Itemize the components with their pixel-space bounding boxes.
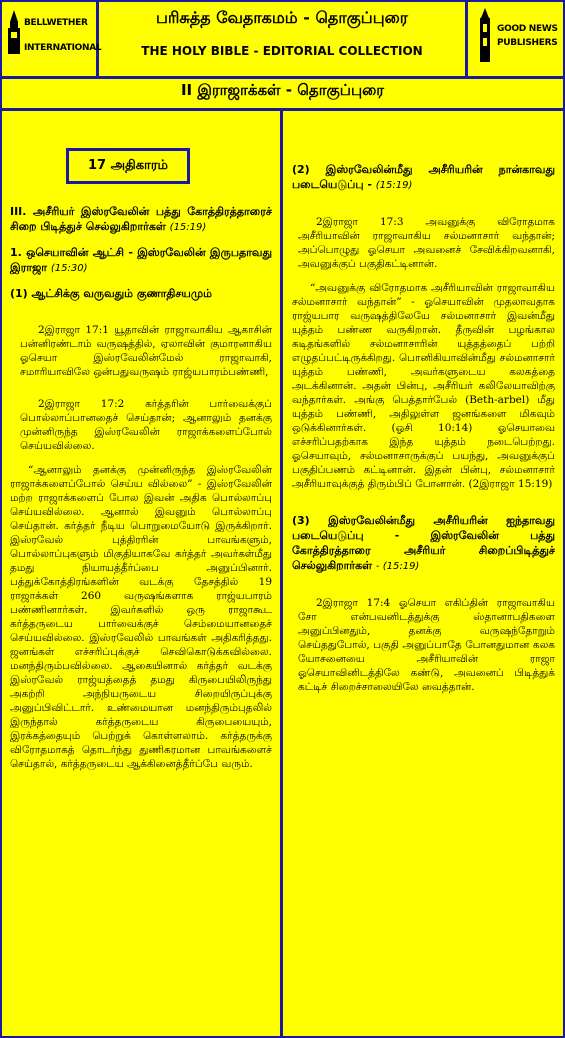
header-title-tamil: பரிசுத்த வேதாகமம் - தொகுப்புரை: [155, 8, 409, 27]
heading-ref: - (15:19): [375, 561, 420, 572]
header-divider: [0, 76, 565, 79]
heading-text: அசீரியர் இஸ்ரவேலின் பத்து கோத்திரத்தாரைச் சிறை பிடித்துச் செல்லுகிறார்கள்: [10, 205, 272, 233]
heading-ref: (15:30): [50, 263, 88, 274]
logo-divider-left: [96, 0, 99, 77]
verse-17-1: 2இராஜா 17:1 யூதாவின் ராஜாவாகிய ஆகாசின் பன்னிரண்டாம் வருஷத்தில், ஏலாவின் குமாரனாகிய ஓசெயா இஸ்ரவேலின்மேல் ராஜாவாகி, சமாரியாவிலே ஒன்பதுவருஷம் ராஜ்யபாரம்பண்ணி,: [20, 324, 272, 378]
heading-2: [292, 162, 555, 193]
heading-3: [292, 513, 555, 574]
bell-tower-icon: [6, 8, 22, 58]
right-column: [292, 112, 555, 704]
heading-1: [10, 245, 272, 276]
logo-divider-right: [465, 0, 468, 77]
column-divider: [280, 110, 283, 1038]
left-column: [10, 112, 272, 781]
verse-17-4: 2இராஜா 17:4 ஓசெயா எகிப்தின் ராஜாவாகிய சோ என்பவனிடத்துக்கு ஸ்தானாபதிகளை அனுப்பினதும், தனக்கு வருஷந்தோறும் செய்ததுபோல், பகுதி அனுப்பாதே போனதுமான கலக யோசனையை அசீரியாவின் ராஜா ஓசெயாவினிடத்திலே கண்டு, அவனைப் பிடித்துக் கட்டிச் சிறைச்சாலையிலே வைத்தான்.: [298, 597, 555, 693]
logo-line2: INTERNATIONAL: [24, 43, 102, 53]
chapter-box: 17 அதிகாரம்: [66, 148, 190, 184]
logo-line1: BELLWETHER: [24, 18, 88, 28]
logo-line1: GOOD NEWS: [497, 24, 558, 34]
header-title-english: THE HOLY BIBLE - EDITORIAL COLLECTION: [141, 44, 423, 58]
commentary-paragraph: “ஆனாலும் தனக்கு முன்னிருந்த இஸ்ரவேலின் ராஜாக்களைப்போல் செய்ய வில்லை” - இஸ்ரவேலின் மற்ற ராஜாக்களைப் போல இவன் அதிக பொல்லாப்பு செய்யவில்லை. ஆனால் இவனும் பொல்லாப்பு செய்தான். கர்த்தர் நீடிய பொறுமையோடு இருக்கிறார். இஸ்ரவேல் புத்திரரின் பாவங்களும், பொல்லாப்புகளும் மிகுதியாகவே கர்த்தர் அவர்கள்மீது தமது நியாயத்தீர்ப்பை அனுப்பினார். பத்துக்கோத்திரங்களின் வடக்கு தேசத்தில் 19 ராஜாக்கள் 260 வருஷங்களாக ராஜ்யபாரம் பண்ணினார்கள். இவர்களில் ஒரு ராஜாகூட கர்த்தருடைய பார்வைக்குச் செம்மையானதைச் செய்யவில்லை. இஸ்ரவேலில் பாவங்கள் அதிகரித்தது. ஜனங்கள் எச்சரிப்புக்குச் செவிகொடுக்கவில்லை. மனந்திரும்பவில்லை. ஆகையினால் கர்த்தர் வடக்கு இஸ்ரவேல் ராஜ்யத்தைத் தமது கிருபையிலிருந்து அகற்றி அந்நியருடைய சிறையிருப்புக்கு அனுப்பிவிட்டார். உண்மையான மனந்திரும்புதலில் இருந்தால் கர்த்தருடைய கிருபையையும், இரக்கத்தையும் பெற்றுக் கொள்ளலாம். கர்த்தருக்கு விரோதமாகத் தொடர்ந்து துணிகரமான பாவங்களைச் செய்தால், கர்த்தருடைய ஆக்கினைத்தீர்ப்பே வரும்.: [10, 464, 272, 770]
heading-text: 1. ஒசெயாவின் ஆட்சி - இஸ்ரவேலின் இருபதாவது இராஜா: [10, 246, 272, 274]
heading-1a: (1) ஆட்சிக்கு வருவதும் குணாதிசயமும்: [10, 287, 212, 300]
heading-iii: [10, 204, 272, 235]
heading-number: III.: [10, 205, 27, 218]
tower-icon: [475, 8, 495, 66]
heading-text: (2) இஸ்ரவேலின்மீது அசீரியரின் நான்காவது படையெடுப்பு -: [292, 163, 555, 191]
commentary-paragraph: “அவனுக்கு விரோதமாக அசீரியாவின் ராஜாவாகிய சல்மனாசார் வந்தான்” - ஓசெயாவின் முதலாவதாக ராஜ்யபார வருஷத்திலேயே சல்மனாசார் இவன்மீது யுத்தம் பண்ண வருகிறான். தீருவின் பழங்கால கடிதங்களில் சல்மனாசாரின் யுத்தத்தைப் பற்றி எழுதப்பட்டிருக்கிறது. பொனிகியாவின்மீது சல்மனாசார் யுத்தம் பண்ணி, அவர்களுடைய கலகத்தை அடக்கினான். அதன் பின்பு, அசீரியர் கலிலேயாவிற்கு வந்தார்கள். அங்கு பெத்தார்பேல் (Beth-arbel) மீது யுத்தம் பண்ணி, அதிலுள்ள ஜனங்களை மிகவும் ஒடுக்கினார்கள். (ஓசி 10:14) ஓசெயாவை எச்சரிப்பதற்காக இந்த யுத்தம் நடைபெற்றது. ஓசெயாவும், சல்மனாசாருக்குப் பயந்து, அவனுக்குப் பகுதிப்பணம் கட்டினான். இதன் பின்பு, சல்மனாசார் அசீரியாவுக்குத் திரும்பிப் போனான். (2இராஜா 15:19): [292, 282, 555, 490]
heading-ref: (15:19): [169, 222, 207, 233]
heading-text: (3) இஸ்ரவேலின்மீது அசீரியரின் ஐந்தாவது படையெடுப்பு - இஸ்ரவேலின் பத்து கோத்திரத்தாரை அசீரியர் சிறைப்பிடித்துச் செல்லுகிறார்கள்: [292, 514, 555, 572]
verse-17-2: 2இராஜா 17:2 கர்த்தரின் பார்வைக்குப் பொல்லாப்பானதைச் செய்தான்; ஆனாலும் தனக்கு முன்னிருந்த இஸ்ரவேலின் ராஜாக்களைப்போல் செய்யவில்லை.: [20, 398, 272, 452]
heading-ref: (15:19): [375, 180, 413, 191]
book-title: II இராஜாக்கள் - தொகுப்புரை: [180, 81, 385, 99]
verse-17-3: 2இராஜா 17:3 அவனுக்கு விரோதமாக அசீரியாவின் ராஜாவாகிய சல்மனாசார் வந்தான்; அப்பொழுது ஓசெயா அவனைச் சேவிக்கிறவனாகி, அவனுக்குப் பகுதிகட்டினான்.: [298, 216, 555, 270]
logo-line2: PUBLISHERS: [497, 38, 558, 48]
